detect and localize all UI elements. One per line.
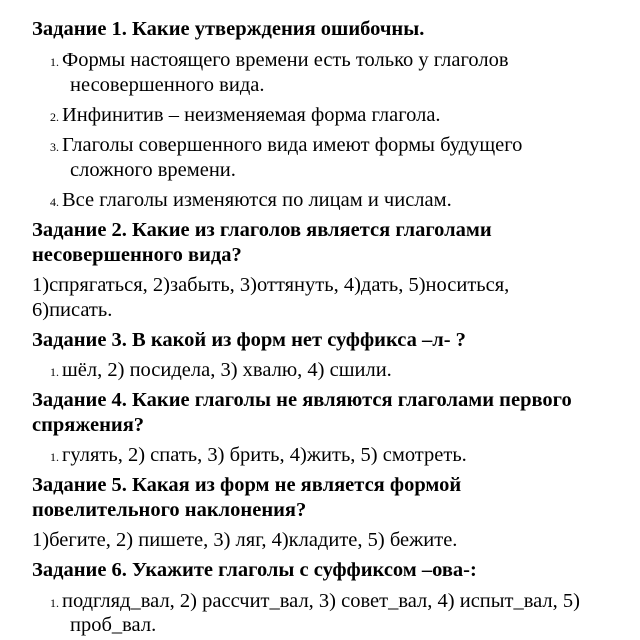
list-item-text: шёл, 2) посидела, 3) хвалю, 4) сшили. (62, 359, 392, 381)
task-6-item-1-cont: проб_вал. (70, 614, 157, 636)
list-number: 1. (50, 596, 59, 610)
task-5-options: 1)бегите, 2) пишете, 3) ляг, 4)кладите, 5) бежите. (32, 529, 458, 551)
list-item-text: гулять, 2) спать, 3) брить, 4)жить, 5) смотреть. (62, 444, 467, 466)
task-1-item-3-cont: сложного времени. (70, 159, 236, 181)
task-1-item-1-cont: несовершенного вида. (70, 74, 265, 96)
task-1-heading: Задание 1. Какие утверждения ошибочны. (32, 18, 425, 40)
task-1-item-3 (50, 132, 523, 158)
task-6-item-1 (50, 588, 580, 614)
task-1-item-1 (50, 47, 509, 73)
task-3-item-1 (50, 357, 392, 383)
task-2-options: 1)спрягаться, 2)забыть, 3)оттянуть, 4)дать, 5)носиться, (32, 274, 510, 296)
list-item-text: подгляд_вал, 2) рассчит_вал, 3) совет_вал, 4) испыт_вал, 5) (62, 590, 580, 612)
list-item-text: Глаголы совершенного вида имеют формы будущего (62, 134, 523, 156)
task-2-heading-cont: несовершенного вида? (32, 244, 242, 266)
list-item-text: Все глаголы изменяются по лицам и числам. (62, 189, 452, 211)
list-number: 4. (50, 195, 59, 209)
task-4-heading-cont: спряжения? (32, 414, 145, 436)
task-1-item-4 (50, 187, 452, 213)
task-3-heading: Задание 3. В какой из форм нет суффикса –л- ? (32, 329, 466, 351)
list-number: 1. (50, 365, 59, 379)
list-item-text: Инфинитив – неизменяемая форма глагола. (62, 104, 441, 126)
task-1-item-2 (50, 102, 441, 128)
task-2-options-cont: 6)писать. (32, 299, 113, 321)
task-5-heading-cont: повелительного наклонения? (32, 499, 307, 521)
list-number: 3. (50, 140, 59, 154)
list-number: 1. (50, 450, 59, 464)
list-number: 2. (50, 110, 59, 124)
task-2-heading: Задание 2. Какие из глаголов является глаголами (32, 219, 492, 241)
task-5-heading: Задание 5. Какая из форм не является формой (32, 474, 462, 496)
task-4-heading: Задание 4. Какие глаголы не являются глаголами первого (32, 389, 572, 411)
task-6-heading: Задание 6. Укажите глаголы с суффиксом –ова-: (32, 559, 477, 581)
list-number: 1. (50, 55, 59, 69)
task-4-item-1 (50, 442, 467, 468)
list-item-text: Формы настоящего времени есть только у глаголов (62, 49, 509, 71)
